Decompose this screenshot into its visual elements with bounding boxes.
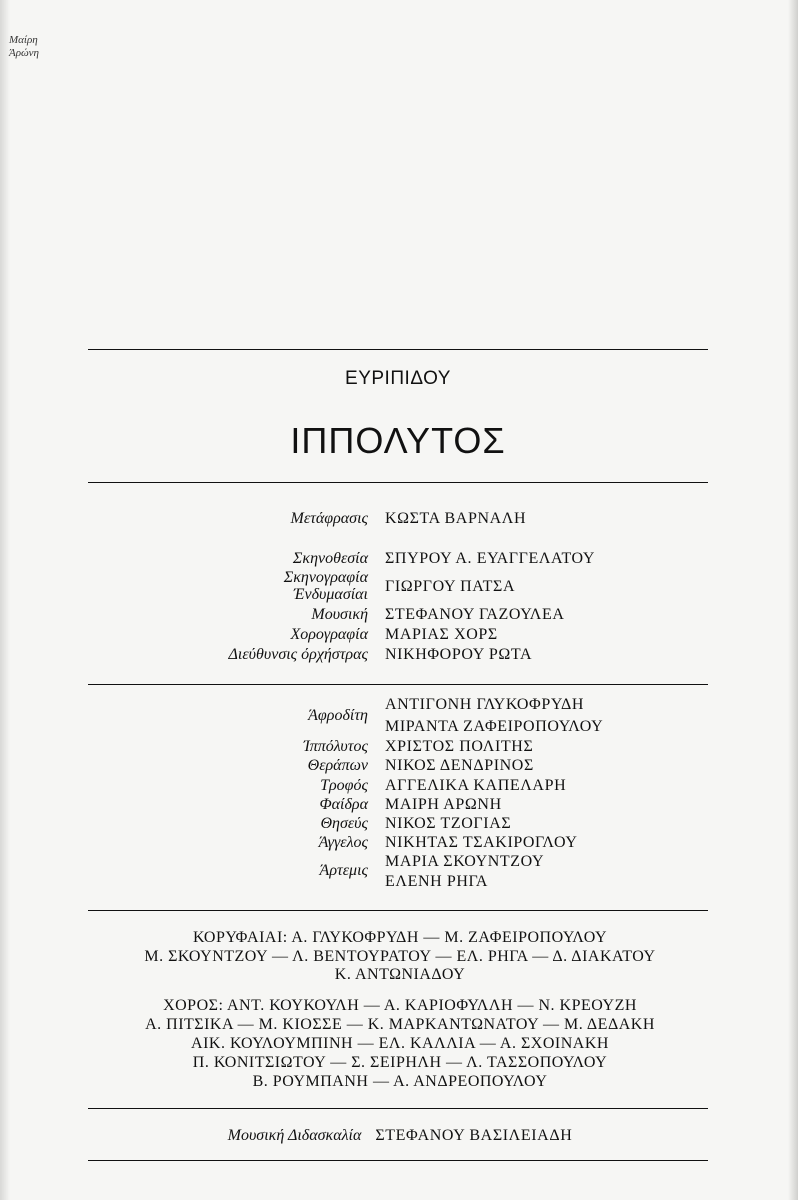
cast-actor: ΝΙΚΗΤΑΣ ΤΣΑΚΙΡΟΓΛΟΥ (385, 834, 578, 851)
cast-actor: ΜΑΙΡΗ ΑΡΩΝΗ (385, 796, 502, 813)
cast-role: Τροφός (320, 777, 368, 794)
cast-row (0, 718, 798, 740)
credit-value: ΣΠΥΡΟΥ Α. ΕΥΑΓΓΕΛΑΤΟΥ (385, 550, 596, 567)
credit-value: ΓΙΩΡΓΟΥ ΠΑΤΣΑ (385, 578, 516, 595)
cast-actor: ΕΛΕΝΗ ΡΗΓΑ (385, 873, 489, 890)
play-title: ΙΠΠΟΛΥΤΟΣ (290, 420, 506, 461)
cast-actor: ΑΓΓΕΛΙΚΑ ΚΑΠΕΛΑΡΗ (385, 777, 567, 794)
credit-label: Διεύθυνσις όρχήστρας (228, 646, 368, 663)
credit-row-choreography (0, 626, 798, 648)
credit-row-sets-costumes-value (0, 578, 798, 600)
credit-value: ΝΙΚΗΦΟΡΟΥ ΡΩΤΑ (385, 646, 533, 663)
archive-note-line: Μαίρη (9, 34, 38, 46)
credit-value: ΜΑΡΙΑΣ ΧΟΡΣ (385, 626, 498, 643)
cast-actor: ΜΑΡΙΑ ΣΚΟΥΝΤΖΟΥ (385, 853, 545, 870)
koryfaiai-line: Κ. ΑΝΤΩΝΙΑΔΟΥ (334, 966, 466, 983)
music-teaching-value: ΣΤΕΦΑΝΟΥ ΒΑΣΙΛΕΙΑΔΗ (375, 1127, 573, 1144)
cast-actor: ΝΙΚΟΣ ΤΖΟΓΙΑΣ (385, 815, 512, 832)
archive-note (9, 34, 39, 60)
cast-role: Άγγελος (318, 834, 368, 851)
divider-chorus (88, 1108, 708, 1109)
credit-label: Μουσική (311, 606, 368, 623)
choros-line: ΧΟΡΟΣ: ΑΝΤ. ΚΟΥΚΟΥΛΗ — Α. ΚΑΡΙΟΦΥΛΛΗ — Ν. ΚΡΕΟΥΖΗ (163, 997, 637, 1014)
music-teaching-line (60, 1127, 740, 1145)
koryfaiai-line: ΚΟΡΥΦΑΙΑΙ: Α. ΓΛΥΚΟΦΡΥΔΗ — Μ. ΖΑΦΕΙΡΟΠΟΥΛΟΥ (192, 929, 608, 946)
credit-label: Σκηνογραφία (283, 569, 368, 586)
credit-row-translation (0, 510, 798, 532)
credit-label: Σκηνοθεσία (292, 550, 368, 567)
choros-line: Π. ΚΟΝΙΤΣΙΩΤΟΥ — Σ. ΣΕΙΡΗΛΗ — Λ. ΤΑΣΣΟΠΟΥΛΟΥ (192, 1054, 608, 1071)
cast-role: Άρτεμις (319, 862, 368, 879)
credit-row-conductor (0, 646, 798, 668)
credit-row-music (0, 606, 798, 628)
cast-role: Ίππόλυτος (303, 738, 368, 755)
choros-line: ΑΙΚ. ΚΟΥΛΟΥΜΠΙΝΗ — ΕΛ. ΚΑΛΛΙΑ — Α. ΣΧΟΙΝΑΚΗ (191, 1035, 609, 1052)
divider-cast (88, 910, 708, 911)
divider-bottom (88, 1160, 708, 1161)
koryfaiai-line: Μ. ΣΚΟΥΝΤΖΟΥ — Λ. ΒΕΝΤΟΥΡΑΤΟΥ — ΕΛ. ΡΗΓΑ — Δ. ΔΙΑΚΑΤΟΥ (144, 948, 656, 965)
cast-actor: ΑΝΤΙΓΟΝΗ ΓΛΥΚΟΦΡΥΔΗ (385, 696, 585, 713)
cast-role: Θησεύς (320, 815, 368, 832)
cast-role: Άφροδίτη (308, 707, 368, 724)
cast-actor: ΜΙΡΑΝΤΑ ΖΑΦΕΙΡΟΠΟΥΛΟΥ (385, 718, 604, 735)
cast-role: Θεράπων (307, 757, 368, 774)
divider-credits (88, 684, 708, 685)
credit-value: ΣΤΕΦΑΝΟΥ ΓΑΖΟΥΛΕΑ (385, 606, 565, 623)
cast-actor: ΝΙΚΟΣ ΔΕΝΔΡΙΝΟΣ (385, 757, 534, 774)
credit-label: Ένδυμασίαι (293, 586, 368, 603)
author: ΕΥΡΙΠΙΔΟΥ (345, 368, 451, 389)
divider-title (88, 482, 708, 483)
cast-actor: ΧΡΙΣΤΟΣ ΠΟΛΙΤΗΣ (385, 738, 534, 755)
divider-top (88, 349, 708, 350)
cast-row (0, 873, 798, 895)
choros-line: Β. ΡΟΥΜΠΑΝΗ — Α. ΑΝΔΡΕΟΠΟΥΛΟΥ (252, 1073, 548, 1090)
cast-row (0, 757, 798, 779)
cast-role: Φαίδρα (319, 796, 368, 813)
music-teaching-label: Μουσική Διδασκαλία (227, 1127, 362, 1144)
credit-label: Μετάφρασις (290, 510, 368, 527)
credit-label: Χορογραφία (290, 626, 368, 643)
archive-note-line: Άρώνη (9, 47, 40, 59)
credit-value: ΚΩΣΤΑ ΒΑΡΝΑΛΗ (385, 510, 527, 527)
choros-line: Α. ΠΙΤΣΙΚΑ — Μ. ΚΙΟΣΣΕ — Κ. ΜΑΡΚΑΝΤΩΝΑΤΟΥ — Μ. ΔΕΔΑΚΗ (145, 1016, 655, 1033)
